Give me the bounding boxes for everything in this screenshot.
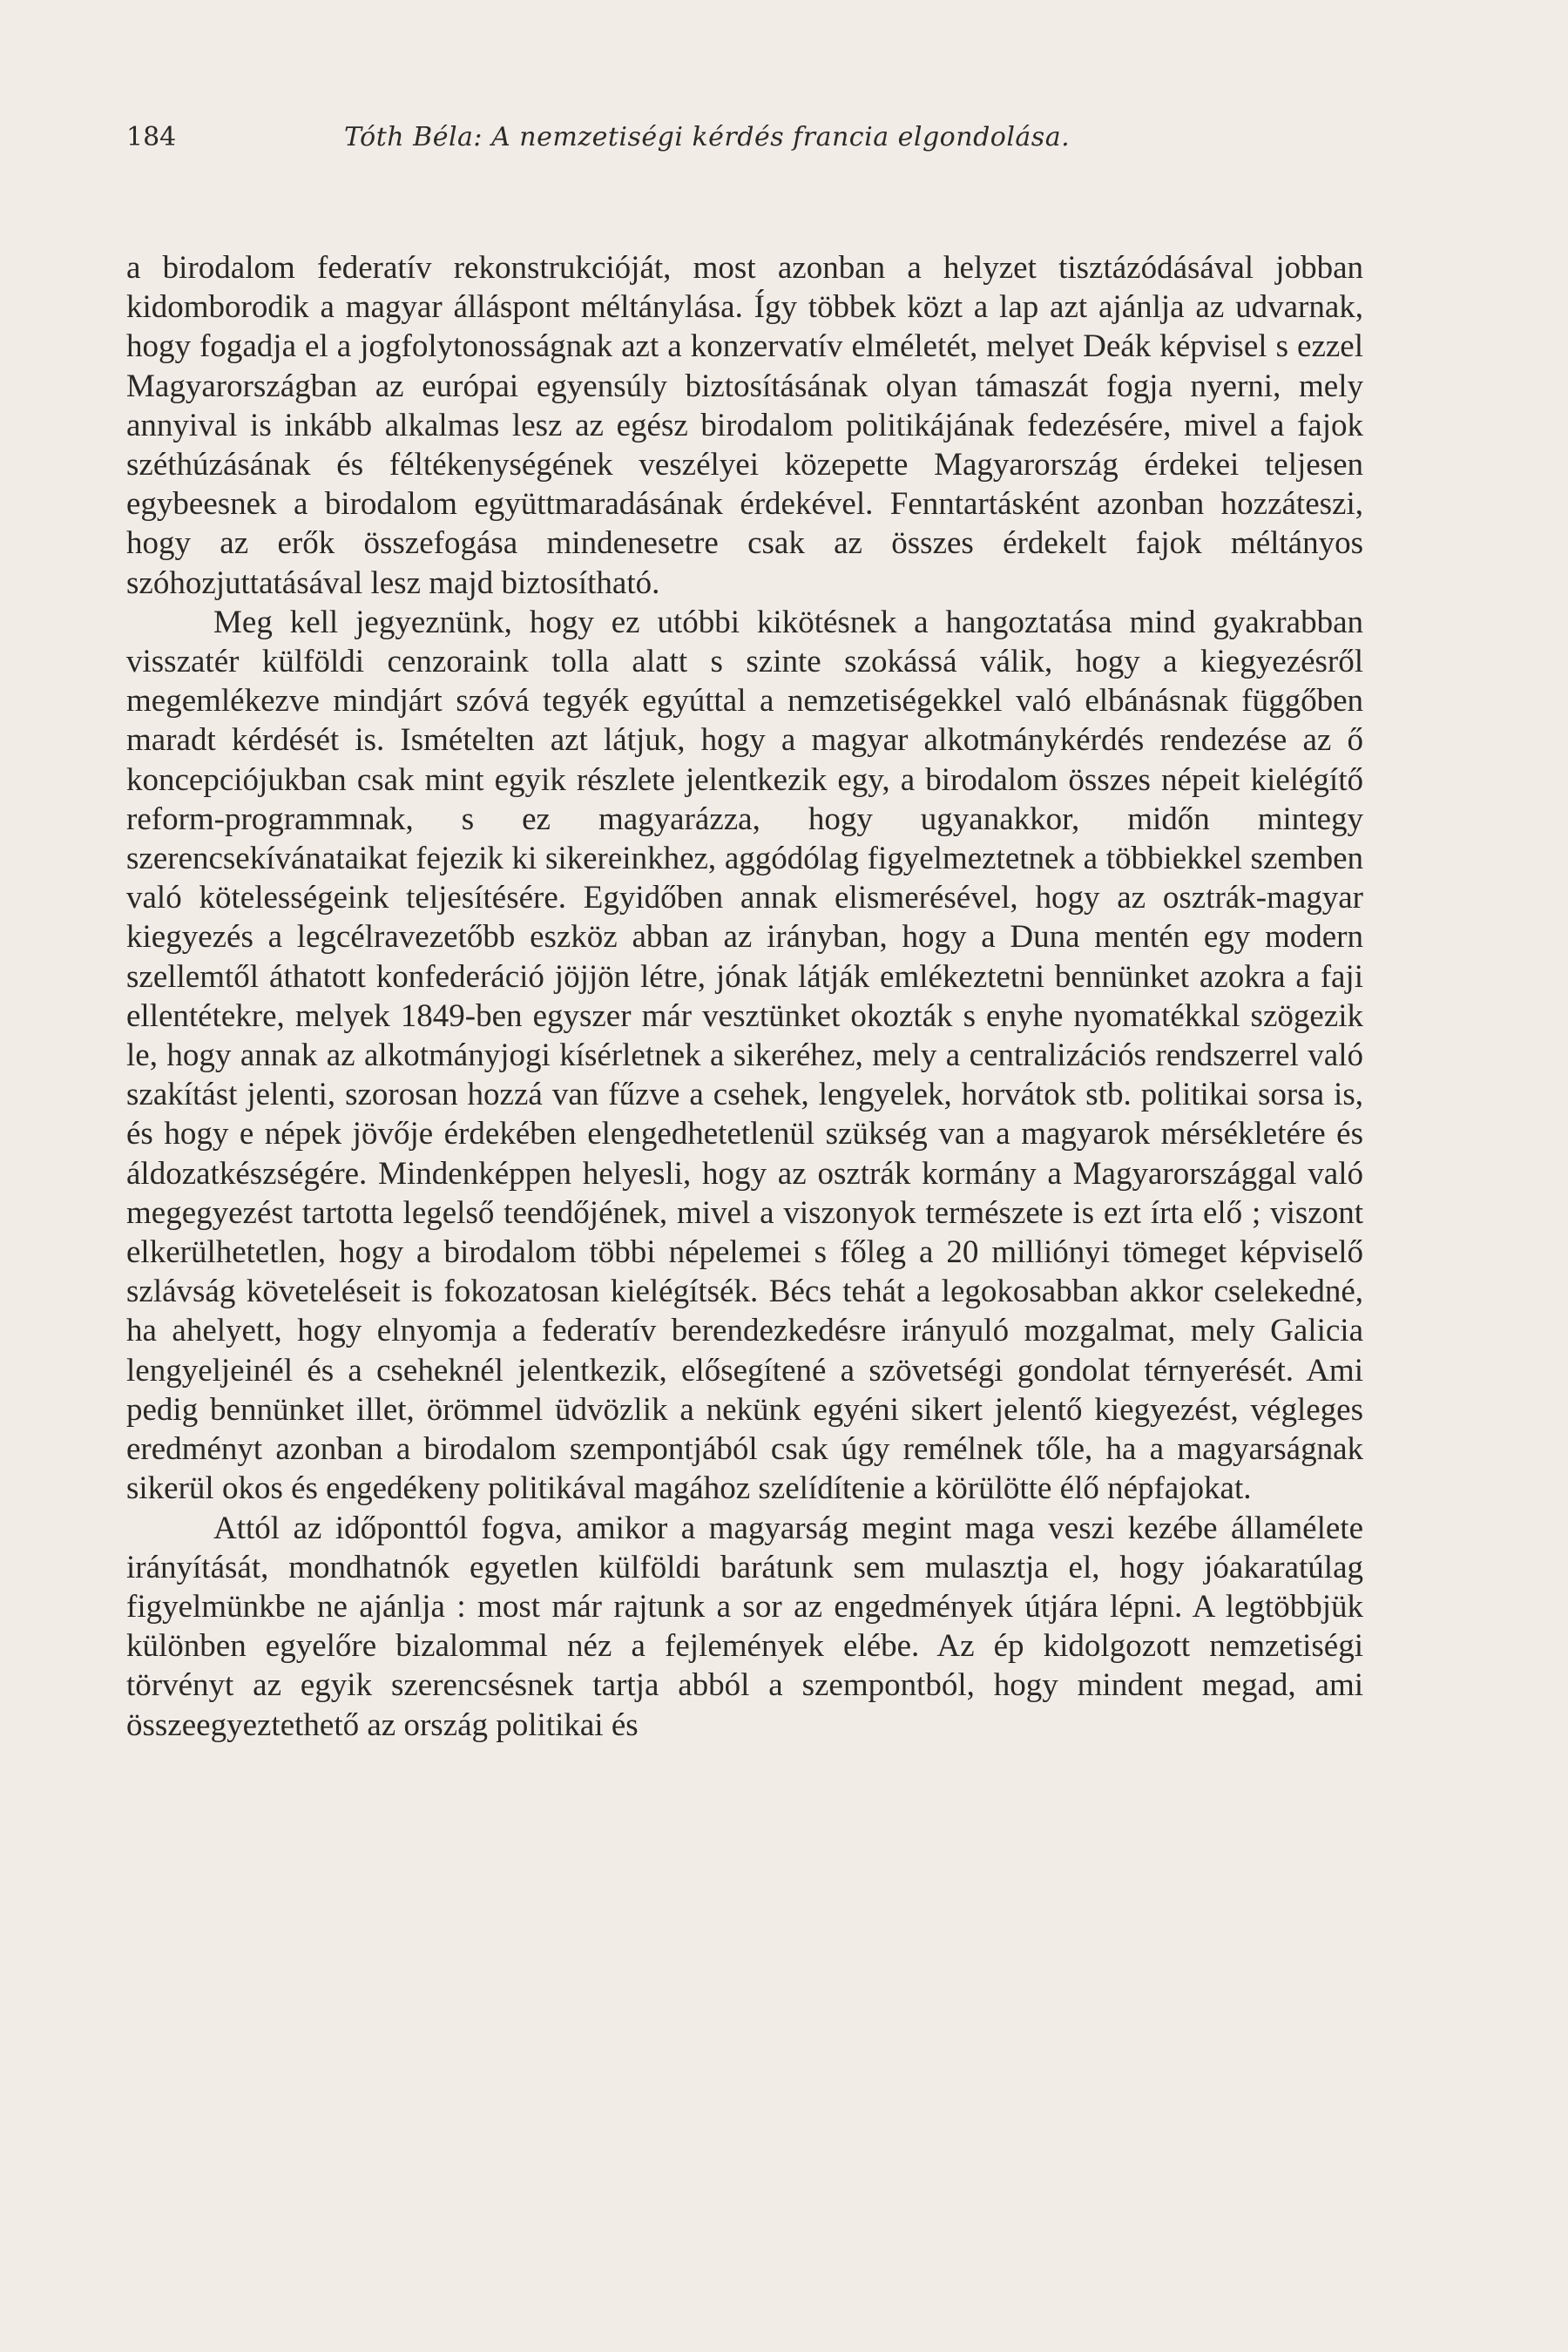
paragraph-1: a birodalom federatív rekonstrukcióját, most azonban a helyzet tisztázódásával jobban kidomborodik a magyar álláspont méltánylása. Így többek közt a lap azt ajánlja az udvarnak, hogy fogadja el a jogfolytonosságnak azt a konzervatív elméletét, melyet Deák képvisel s ezzel Magyarországban az európai egyensúly biztosításának olyan támaszát fogja nyerni, mely annyival is inkább alkalmas lesz az egész birodalom politikájának fedezésére, mivel a fajok széthúzásának és féltékenységének veszélyei közepette Magyarország érdekei teljesen egybeesnek a birodalom együttmaradásának érdekével. Fenntartásként azonban hozzáteszi, hogy az erők összefogása mindenesetre csak az összes érdekelt fajok méltányos szóhozjuttatásával lesz majd biztosítható. xyxy=(126,250,1363,601)
page-header xyxy=(126,120,1468,172)
paragraph-2: Meg kell jegyeznünk, hogy ez utóbbi kikötésnek a hangoztatása mind gyakrabban visszatér külföldi cenzoraink tolla alatt s szinte szokássá válik, hogy a kiegyezésről megemlékezve mindjárt szóvá tegyék egyúttal a nemzetiségekkel való elbánásnak függőben maradt kérdését is. Ismételten azt látjuk, hogy a magyar alkotmánykérdés rendezése az ő koncepciójukban csak mint egyik részlete jelentkezik egy, a birodalom összes népeit kielégítő reform-programmnak, s ez magyarázza, hogy ugyanakkor, midőn mintegy szerencsekívánataikat fejezik ki sikereinkhez, aggódólag figyelmeztetnek a többiekkel szemben való kötelességeink teljesítésére. Egyidőben annak elismerésével, hogy az osztrák-magyar kiegyezés a legcélravezetőbb eszköz abban az irányban, hogy a Duna mentén egy modern szellemtől áthatott konfederáció jöjjön létre, jónak látják emlékeztetni bennünket azokra a faji ellentétekre, melyek 1849-ben egyszer már vesztünket okozták s enyhe nyomatékkal szögezik le, hogy annak az alkotmányjogi kísérletnek a sikeréhez, mely a centralizációs rendszerrel való szakítást jelenti, szorosan hozzá van fűzve a csehek, lengyelek, horvátok stb. politikai sorsa is, és hogy e népek jövője érdekében elengedhetetlenül szükség van a magyarok mérsékletére és áldozatkészségére. Mindenképpen helyesli, hogy az osztrák kormány a Magyarországgal való megegyezést tartotta legelső teendőjének, mivel a viszonyok természete is ezt írta elő ; viszont elkerülhetetlen, hogy a birodalom többi népelemei s főleg a 20 milliónyi tömeget képviselő szlávság követeléseit is fokozatosan kielégítsék. Bécs tehát a legokosabban akkor cselekedné, ha ahelyett, hogy elnyomja a federatív berendezkedésre irányuló mozgalmat, mely Galicia lengyeljeinél és a cseheknél jelentkezik, elősegítené a szövetségi gondolat térnyerését. Ami pedig bennünket illet, örömmel üdvözlik a nekünk egyéni sikert jelentő kiegyezést, végleges eredményt azonban a birodalom szempontjából csak úgy remélnek tőle, ha a magyarságnak sikerül okos és engedékeny politikával magához szelídítenie a körülötte élő népfajokat. xyxy=(126,604,1363,1507)
page-number: 184 xyxy=(126,122,177,152)
body-text xyxy=(126,248,1363,1745)
running-head: Tóth Béla: A nemzetiségi kérdés francia elgondolása. xyxy=(344,122,1071,152)
paragraph-3: Attól az időponttól fogva, amikor a magyarság megint maga veszi kezébe államélete irányítását, mondhatnók egyetlen külföldi barátunk sem mulasztja el, hogy jóakaratúlag figyelmünkbe ne ajánlja : most már rajtunk a sor az engedmények útjára lépni. A legtöbbjük különben egyelőre bizalommal néz a fejlemények elébe. Az ép kidolgozott nemzetiségi törvényt az egyik szerencsésnek tartja abból a szempontból, hogy mindent megad, ami összeegyeztethető az ország politikai és xyxy=(126,1510,1363,1743)
